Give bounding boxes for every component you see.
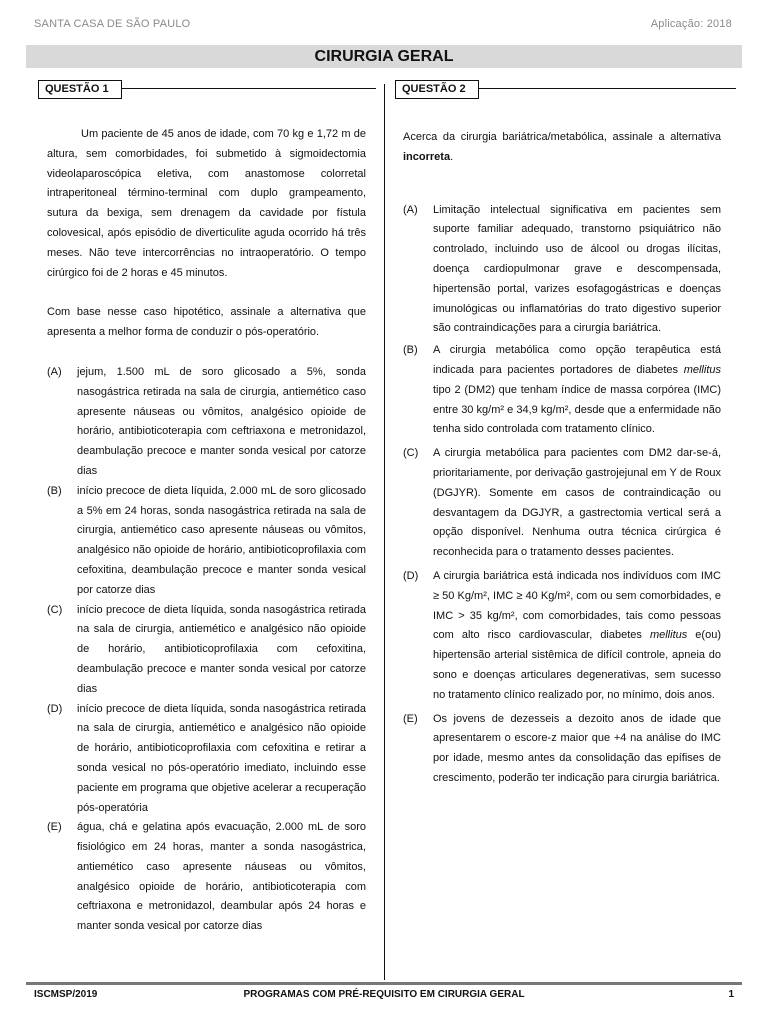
option-a[interactable] [403, 201, 721, 340]
option-e[interactable] [47, 818, 366, 937]
question-prompt [403, 128, 721, 168]
option-text: Os jovens de dezesseis a dezoito anos de idade que apresentarem o escore-z maior que +4 na análise do IMC por idade, mesmo antes da consolidação das epífises de crescimento, poderão ter indicação para cirurgia bariátrica. [433, 712, 721, 784]
option-a[interactable] [47, 363, 366, 482]
option-text [433, 341, 721, 440]
option-label: (A) [47, 365, 62, 378]
option-text: A cirurgia metabólica para pacientes com DM2 dar-se-á, prioritariamente, por derivação gastrojejunal em Y de Roux (DGJYR). Somente em casos de contraindicação ou desvantagem da DGJYR, a gastrectomia vertical será a opção disponível. Nenhuma outra técnica cirúrgica é reconhecida para o tratamento desses pacientes. [433, 447, 721, 559]
option-label: (A) [403, 203, 418, 216]
exam-code: ISCMSP/2019 [34, 989, 98, 1000]
footer-rule [26, 982, 742, 985]
option-text-part: A cirurgia bariátrica está indicada nos indivíduos com IMC ≥ 50 Kg/m², IMC ≥ 40 Kg/m², com ou sem comorbidades, e IMC > 35 kg/m², com comorbidades, tais como pessoas com alto risco cardiovascular, diabetes [433, 569, 721, 642]
option-text: água, chá e gelatina após evacuação, 2.000 mL de soro fisiológico em 24 horas, manter a sonda nasogástrica, antiemético caso apresente náuseas ou vômitos, analgésico opioide de horário, antibioticoterapia com ceftriaxona e metronidazol, deambular após 24 horas e manter sonda vesical por catorze dias [77, 821, 366, 933]
option-text: início precoce de dieta líquida, 2.000 mL de soro glicosado a 5% em 24 horas, sonda nasogástrica retirada na sala de cirurgia, antiemético caso apresente náuseas ou vômitos, analgésico não opioide de horário, antibioticoprofilaxia com cefoxitina, deambulação precoce e manter sonda vesical por catorze dias [77, 484, 366, 596]
option-label: (D) [47, 702, 63, 715]
program-name: PROGRAMAS COM PRÉ-REQUISITO EM CIRURGIA GERAL [243, 989, 525, 1000]
option-c[interactable] [403, 444, 721, 563]
page-footer [34, 989, 734, 1005]
option-text-part: A cirurgia metabólica como opção terapêutica está indicada para pacientes portadores de diabetes [433, 344, 721, 376]
exam-title: CIRURGIA GERAL [26, 45, 742, 68]
application-year: Aplicação: 2018 [650, 18, 732, 30]
option-text-italic: mellitus [649, 629, 688, 642]
question-2-label: QUESTÃO 2 [395, 80, 479, 99]
prompt-end: . [450, 150, 454, 163]
page-header [34, 18, 732, 34]
option-text [433, 567, 721, 706]
option-label: (B) [47, 484, 62, 497]
page-number: 1 [728, 989, 734, 1000]
question-prompt: Com base nesse caso hipotético, assinale a alternativa que apresenta a melhor forma de conduzir o pós-operatório. [47, 306, 366, 339]
case-description: Um paciente de 45 anos de idade, com 70 kg e 1,72 m de altura, sem comorbidades, foi submetido à sigmoidectomia videolaparoscópica eletiva, com anastomose colorretal intraperitoneal término-terminal com duplo grampeamento, sutura da bexiga, sem drenagem da cavidade por fístula colovesical, após episódio de diverticulite aguda ocorrido há três meses. Não teve intercorrências no intraoperatório. O tempo cirúrgico foi de 2 horas e 45 minutos. [47, 128, 366, 279]
question-2-header [395, 80, 736, 97]
option-label: (E) [47, 821, 62, 834]
option-d[interactable] [47, 700, 366, 819]
option-label: (E) [403, 712, 418, 725]
option-b[interactable] [403, 341, 721, 440]
question-1-header [38, 80, 376, 97]
option-label: (D) [403, 569, 419, 582]
question-1-label: QUESTÃO 1 [38, 80, 122, 99]
option-label: (C) [47, 603, 63, 616]
answer-options [47, 363, 366, 937]
option-b[interactable] [47, 482, 366, 601]
prompt-text: Acerca da cirurgia bariátrica/metabólica, assinale a alternativa [403, 131, 721, 143]
option-label: (C) [403, 447, 419, 460]
option-text-italic: mellitus [683, 363, 721, 376]
divider [479, 88, 736, 89]
option-text-part: e(ou) hipertensão arterial sistêmica de difícil controle, apneia do sono e doenças articulares degenerativas, sem sucesso no tratamento clínico realizado por, no mínimo, dois anos. [433, 629, 721, 701]
option-c[interactable] [47, 601, 366, 700]
option-text: jejum, 1.500 mL de soro glicosado a 5%, sonda nasogástrica retirada na sala de cirurgia, antiemético caso apresente náuseas ou vômitos, analgésico opioide de horário, antibioticoterapia com ceftriaxona e metronidazol, deambulação precoce e manter sonda vesical por catorze dias [77, 365, 366, 477]
institution-name: SANTA CASA DE SÃO PAULO [34, 18, 191, 30]
option-e[interactable] [403, 710, 721, 789]
option-text: início precoce de dieta líquida, sonda nasogástrica retirada na sala de cirurgia, antiemético e analgésico não opioide de horário, antibioticoprofilaxia com cefoxitina e retirar a sonda vesical no pós-operatório imediato, incluindo esse paciente em programa que objetive acelerar a recuperação pós-operatória [77, 702, 366, 814]
question-1 [47, 125, 366, 937]
option-text: início precoce de dieta líquida, sonda nasogástrica retirada na sala de cirurgia, antiemético e analgésico não opioide de horário, antibioticoprofilaxia com cefoxitina, deambulação precoce e manter sonda vesical por catorze dias [77, 603, 366, 695]
column-divider [384, 84, 385, 980]
option-text-part: tipo 2 (DM2) que tenham índice de massa corpórea (IMC) entre 30 kg/m² e 34,9 kg/m², desde que a enfermidade não tenha sido controlada com tratamento clínico. [433, 383, 721, 436]
divider [122, 88, 376, 89]
option-text: Limitação intelectual significativa em pacientes sem suporte familiar adequado, transtorno psiquiátrico não controlado, incluindo uso de álcool ou drogas ilícitas, doença cardiopulmonar grave e descompensada, hipertensão portal, varizes esofagogástricas e doenças imunológicas ou inflamatórias do trato digestivo superior são contraindicações para a cirurgia bariátrica. [433, 203, 721, 335]
answer-options [403, 201, 721, 789]
option-label: (B) [403, 344, 418, 357]
prompt-emphasis: incorreta [403, 150, 451, 163]
question-2 [403, 128, 721, 789]
option-d[interactable] [403, 567, 721, 706]
